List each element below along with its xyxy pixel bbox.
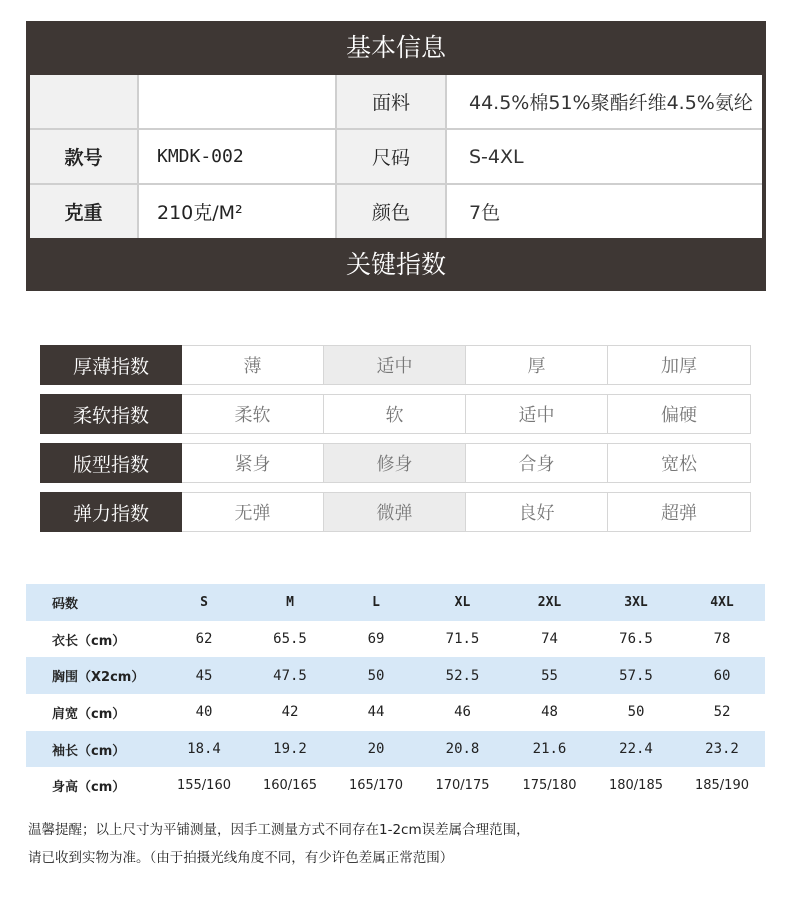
fabric-value: 44.5%棉51%聚酯纤维4.5%氨纶 <box>447 75 762 128</box>
table-row <box>26 731 765 768</box>
index-row-elasticity <box>40 492 751 532</box>
index-option: 合身 <box>466 443 608 483</box>
row-label: 衣长（cm） <box>52 633 126 649</box>
size-range-label: 尺码 <box>337 130 445 183</box>
fabric-label: 面料 <box>337 75 445 128</box>
table-cell: 69 <box>367 631 385 648</box>
index-option-selected: 适中 <box>324 345 466 385</box>
row-label: 身高（cm） <box>52 780 126 796</box>
table-cell: 52 <box>713 704 731 721</box>
index-option: 加厚 <box>608 345 751 385</box>
index-option: 良好 <box>466 492 608 532</box>
table-cell: 42 <box>281 704 299 721</box>
header-cell: XL <box>419 584 506 621</box>
index-option: 厚 <box>466 345 608 385</box>
row-label: 袖长（cm） <box>26 731 161 768</box>
header-cell: S <box>161 584 247 621</box>
table-cell: 76.5 <box>619 631 653 648</box>
table-cell: 185/190 <box>694 778 749 794</box>
table-cell: 180/185 <box>608 778 663 794</box>
table-cell: 19.2 <box>247 731 333 768</box>
table-cell: 50 <box>627 704 645 721</box>
header-cell: L <box>333 584 419 621</box>
basic-info-grid <box>30 75 762 238</box>
index-option-selected: 修身 <box>324 443 466 483</box>
table-cell: 78 <box>713 631 731 648</box>
table-cell: 160/165 <box>262 778 317 794</box>
table-cell: 170/175 <box>435 778 490 794</box>
table-cell: 52.5 <box>419 657 506 694</box>
index-label: 版型指数 <box>40 443 182 483</box>
index-row-softness <box>40 394 751 434</box>
table-cell: 44 <box>367 704 385 721</box>
table-cell: 47.5 <box>247 657 333 694</box>
index-option: 紧身 <box>182 443 324 483</box>
index-option: 偏硬 <box>608 394 751 434</box>
table-cell: 45 <box>161 657 247 694</box>
header-cell: 3XL <box>593 584 679 621</box>
index-row-thickness <box>40 345 751 385</box>
index-option: 柔软 <box>182 394 324 434</box>
weight-label: 克重 <box>30 185 137 238</box>
table-cell: 155/160 <box>176 778 231 794</box>
style-no-label: 款号 <box>30 130 137 183</box>
index-option: 超弹 <box>608 492 751 532</box>
table-cell: 23.2 <box>679 731 765 768</box>
note-line: 请已收到实物为准。（由于拍摄光线角度不同，有少许色差属正常范围） <box>28 850 454 866</box>
measurement-note <box>28 816 768 872</box>
table-cell: 20.8 <box>419 731 506 768</box>
info-value <box>139 75 335 128</box>
index-option: 适中 <box>466 394 608 434</box>
table-row <box>26 657 765 694</box>
table-cell: 74 <box>541 631 558 648</box>
index-label: 弹力指数 <box>40 492 182 532</box>
index-option: 薄 <box>182 345 324 385</box>
index-label: 柔软指数 <box>40 394 182 434</box>
index-label: 厚薄指数 <box>40 345 182 385</box>
info-label <box>30 75 137 128</box>
color-value: 7色 <box>447 185 762 238</box>
header-cell: 码数 <box>26 584 161 621</box>
table-cell: 50 <box>333 657 419 694</box>
index-option: 宽松 <box>608 443 751 483</box>
size-table <box>26 584 765 804</box>
table-row <box>26 621 765 658</box>
header-cell: 4XL <box>679 584 765 621</box>
index-option-selected: 微弹 <box>324 492 466 532</box>
table-cell: 165/170 <box>348 778 403 794</box>
row-label: 肩宽（cm） <box>52 706 126 722</box>
table-row <box>26 767 765 804</box>
table-cell: 71.5 <box>445 631 480 648</box>
table-cell: 57.5 <box>593 657 679 694</box>
table-cell: 55 <box>506 657 593 694</box>
table-cell: 48 <box>541 704 558 721</box>
table-cell: 62 <box>195 631 213 648</box>
row-label: 胸围（X2cm） <box>26 657 161 694</box>
header-cell: 2XL <box>506 584 593 621</box>
index-option: 软 <box>324 394 466 434</box>
table-cell: 22.4 <box>593 731 679 768</box>
table-cell: 20 <box>333 731 419 768</box>
table-cell: 40 <box>195 704 213 721</box>
weight-value: 210克/M² <box>139 185 335 238</box>
key-index-section <box>40 345 751 541</box>
index-row-fit <box>40 443 751 483</box>
basic-info-title: 基本信息 <box>345 33 446 62</box>
index-option: 无弹 <box>182 492 324 532</box>
table-cell: 60 <box>679 657 765 694</box>
table-cell: 65.5 <box>273 631 307 648</box>
key-index-title: 关键指数 <box>345 250 446 279</box>
table-row <box>26 694 765 731</box>
size-range-value: S-4XL <box>447 130 762 183</box>
table-cell: 21.6 <box>506 731 593 768</box>
style-no-value: KMDK-002 <box>139 130 335 183</box>
header-cell: M <box>247 584 333 621</box>
basic-info-panel <box>26 21 766 291</box>
color-label: 颜色 <box>337 185 445 238</box>
table-cell: 18.4 <box>161 731 247 768</box>
table-cell: 46 <box>454 704 471 721</box>
table-cell: 175/180 <box>522 778 577 794</box>
note-line: 温馨提醒；以上尺寸为平铺测量，因手工测量方式不同存在1-2cm误差属合理范围， <box>28 822 530 838</box>
size-table-header <box>26 584 765 621</box>
